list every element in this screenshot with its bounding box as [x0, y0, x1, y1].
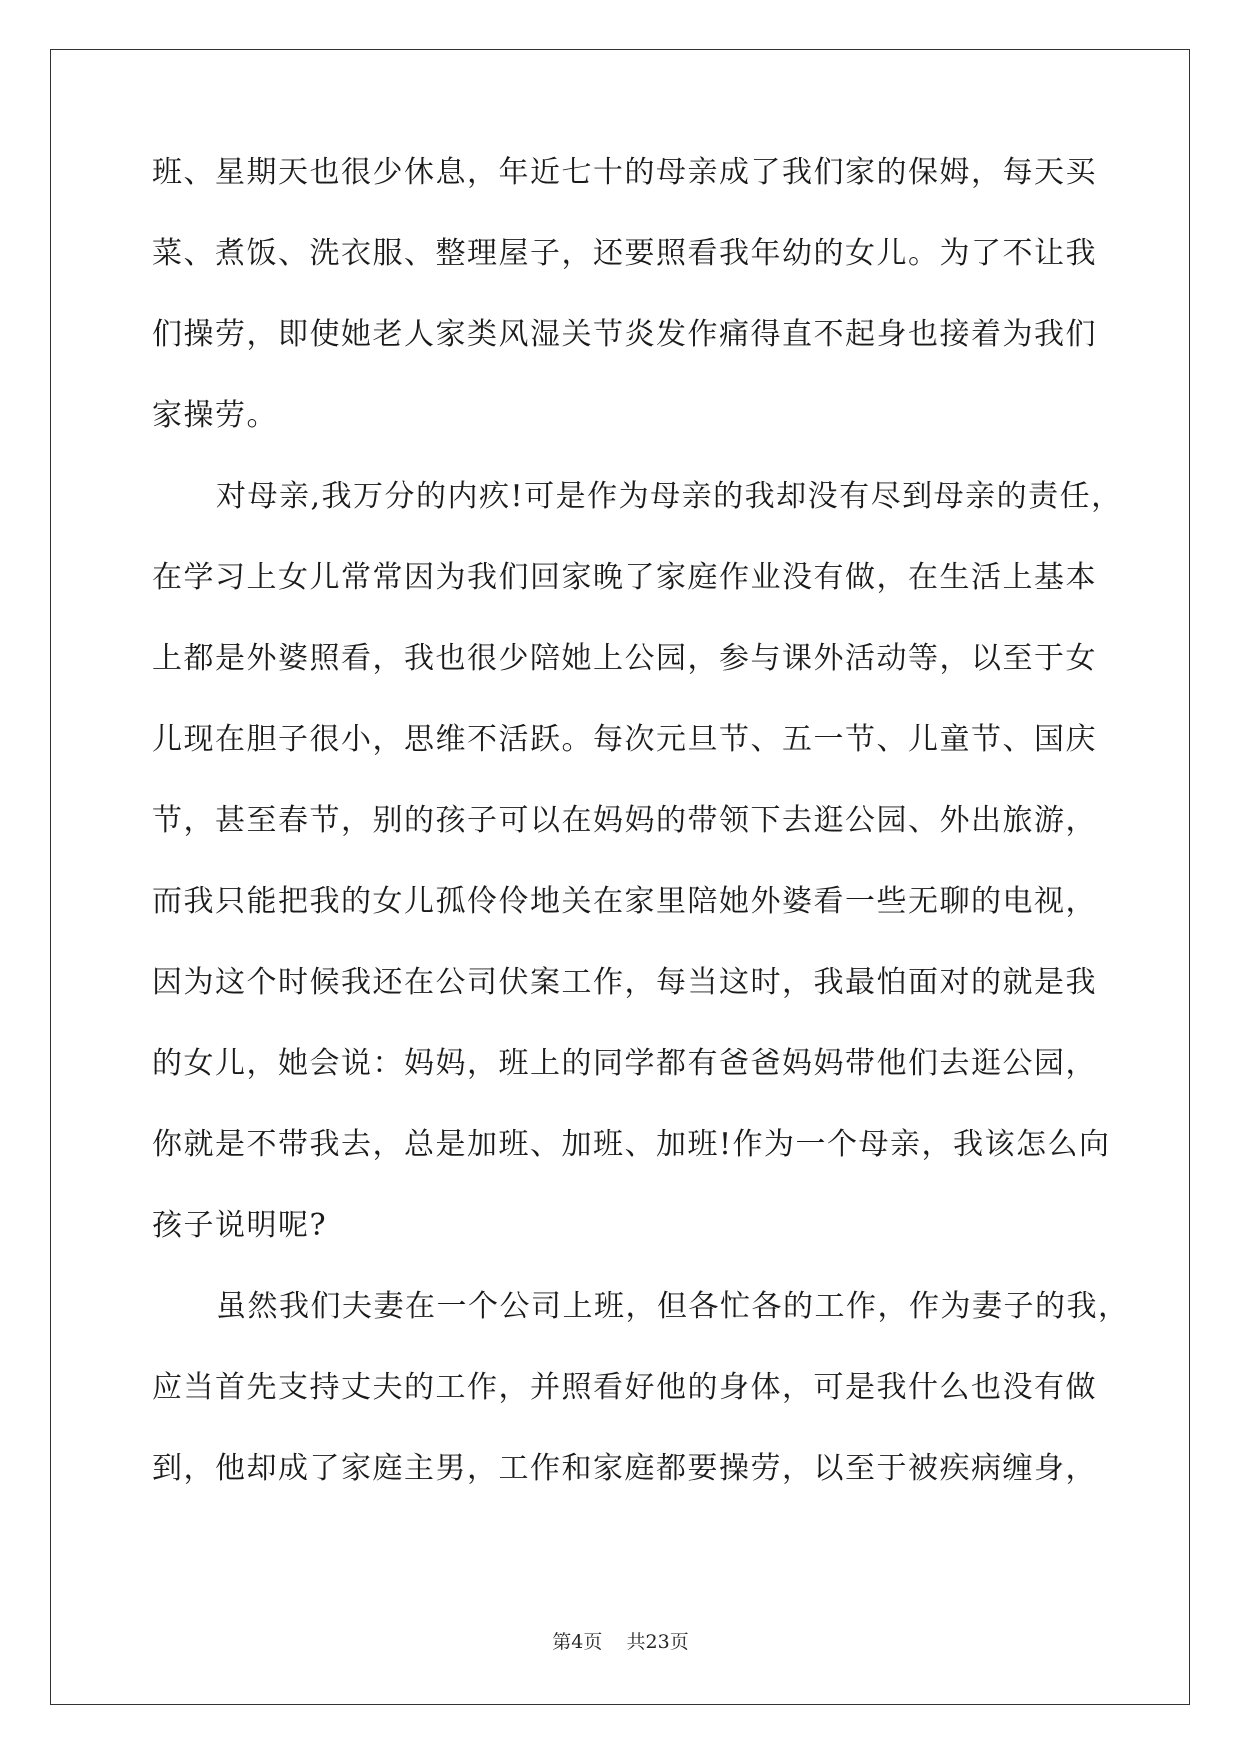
text-line: 对母亲,我万分的内疚!可是作为母亲的我却没有尽到母亲的责任， — [216, 479, 1123, 514]
text-line: 班、星期天也很少休息，年近七十的母亲成了我们家的保姆，每天买 — [152, 155, 1097, 190]
text-line: 们操劳，即使她老人家类风湿关节炎发作痛得直不起身也接着为我们 — [152, 317, 1097, 352]
text-line: 菜、煮饭、洗衣服、整理屋子，还要照看我年幼的女儿。为了不让我 — [152, 236, 1097, 271]
text-line: 应当首先支持丈夫的工作，并照看好他的身体，可是我什么也没有做 — [152, 1370, 1097, 1405]
text-line: 因为这个时候我还在公司伏案工作，每当这时，我最怕面对的就是我 — [152, 965, 1097, 1000]
text-line: 而我只能把我的女儿孤伶伶地关在家里陪她外婆看一些无聊的电视， — [152, 884, 1097, 919]
text-line: 你就是不带我去，总是加班、加班、加班!作为一个母亲，我该怎么向 — [152, 1127, 1111, 1162]
text-line: 家操劳。 — [152, 398, 278, 433]
text-line: 节，甚至春节，别的孩子可以在妈妈的带领下去逛公园、外出旅游， — [152, 803, 1097, 838]
text-line: 的女儿，她会说：妈妈，班上的同学都有爸爸妈妈带他们去逛公园， — [152, 1046, 1097, 1081]
paragraph-3 — [152, 1289, 1130, 1535]
paragraph-1 — [152, 155, 1097, 482]
paragraph-2 — [152, 479, 1123, 1292]
text-line: 上都是外婆照看，我也很少陪她上公园，参与课外活动等，以至于女 — [152, 641, 1097, 676]
text-line: 在学习上女儿常常因为我们回家晚了家庭作业没有做，在生活上基本 — [152, 560, 1097, 595]
text-line: 孩子说明呢? — [152, 1208, 328, 1243]
document-body — [152, 155, 1130, 1535]
text-line: 儿现在胆子很小，思维不活跃。每次元旦节、五一节、儿童节、国庆 — [152, 722, 1097, 757]
text-line: 虽然我们夫妻在一个公司上班，但各忙各的工作，作为妻子的我， — [216, 1289, 1130, 1324]
page-number-footer: 第4页 共23页 — [552, 1631, 689, 1653]
text-line: 到，他却成了家庭主男，工作和家庭都要操劳，以至于被疾病缠身， — [152, 1451, 1097, 1486]
